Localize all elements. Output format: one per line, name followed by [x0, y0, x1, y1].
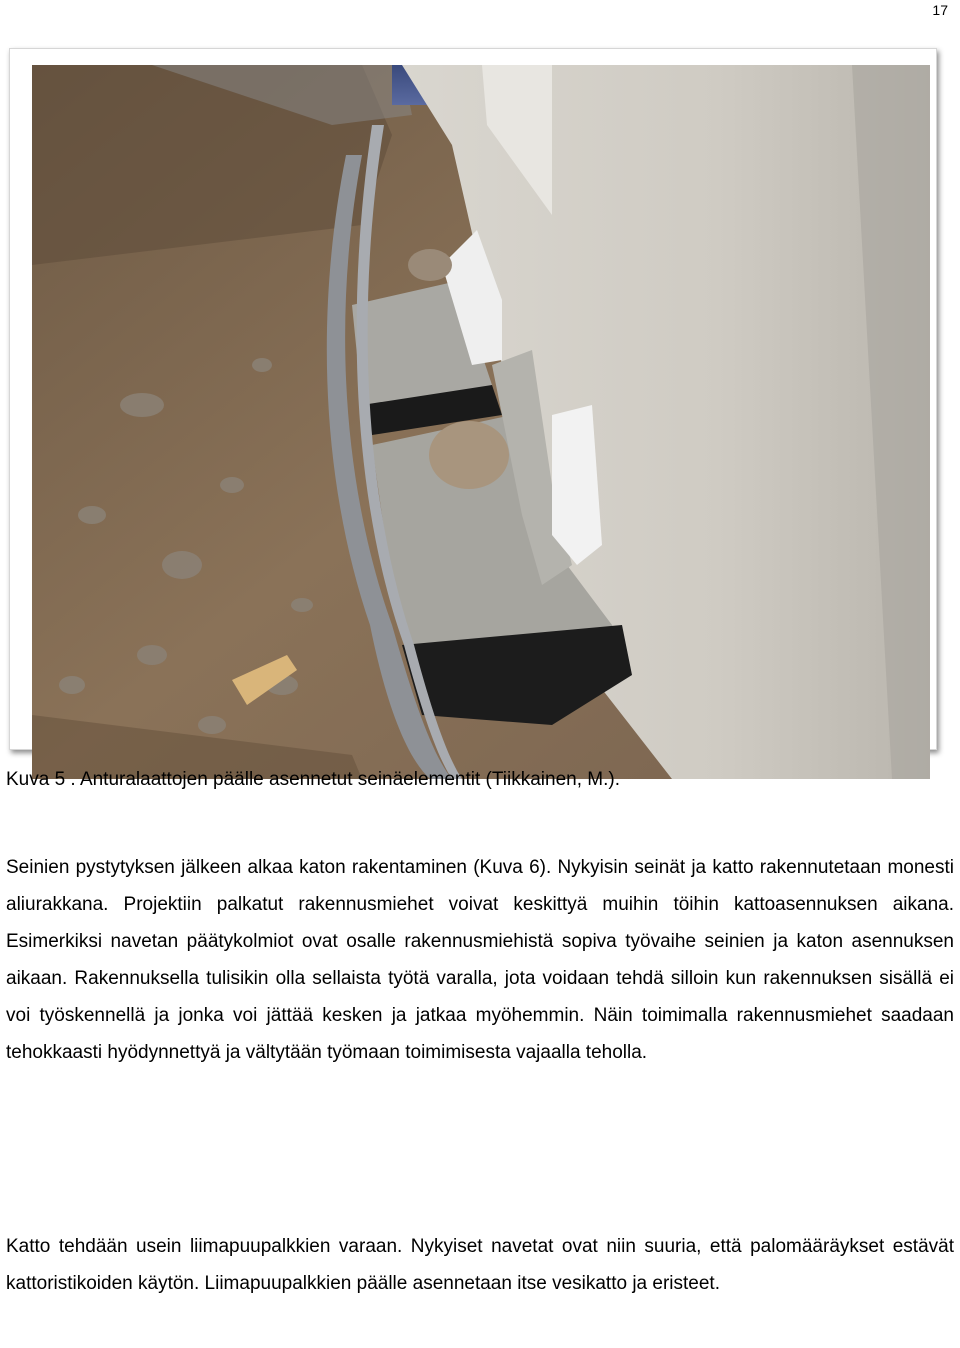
photo-illustration — [32, 65, 930, 779]
construction-photo — [32, 65, 930, 779]
body-paragraph-1: Seinien pystytyksen jälkeen alkaa katon rakentaminen (Kuva 6). Nykyisin seinät ja katto rakennutetaan monesti aliurakkana. Projektiin palkatut rakennusmiehet voivat keskittyä muihin töihin kattoasennuksen aikana. Esimerkiksi navetan päätykolmiot ovat osalle rakennusmiehistä sopiva työvaihe seinien ja katon asennuksen aikaan. Rakennuksella tulisikin olla sellaista työtä varalla, jota voidaan tehdä silloin kun rakennuksen sisällä ei voi työskennellä ja jonka voi jättää kesken ja jatkaa myöhemmin. Näin toimimalla rakennusmiehet saadaan tehokkaasti hyödynnettyä ja vältytään työmaan toimimisesta vajaalla teholla. — [6, 857, 954, 1063]
body-paragraph-2: Katto tehdään usein liimapuupalkkien varaan. Nykyiset navetat ovat niin suuria, että palomääräykset estävät kattoristikoiden käytön. Liimapuupalkkien päälle asennetaan itse vesikatto ja eristeet. — [6, 1236, 954, 1294]
page-number: 17 — [932, 2, 948, 18]
figure-caption: Kuva 5 . Anturalaattojen päälle asennetut seinäelementit (Tiikkainen, M.). — [6, 769, 620, 790]
photo-frame — [9, 48, 937, 750]
